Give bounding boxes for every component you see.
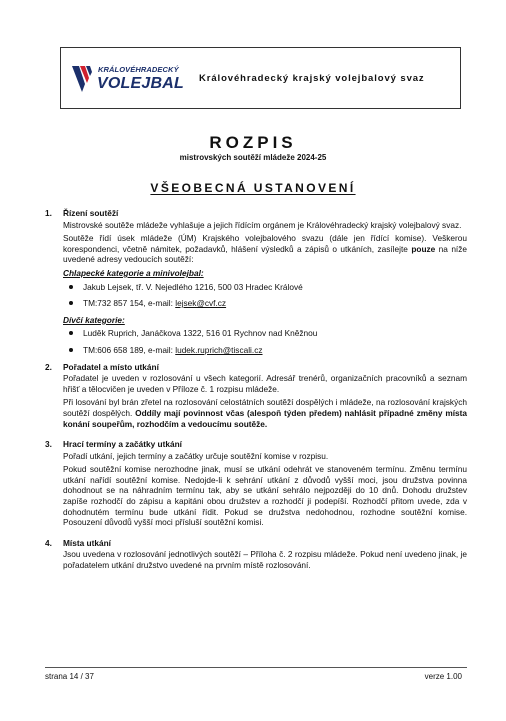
section-3-body [63,451,467,528]
section-4-heading [45,538,467,549]
emphasis-text: Oddíly mají povinnost včas (alespoň týden předem) nahlásit případné změny místa konání soupeřům, rozhodčím a vedoucímu soutěže. [63,407,467,429]
paragraph: Pokud soutěžní komise nerozhodne jinak, musí se utkání odehrát ve stanoveném termínu. Změnu termínu utkání nařídí soutěžní komise. Nedojde-li k sehrání utkání z důvodů vyšší moci, jsou družstva povinna dohodnout se na náhradním termínu tak, aby se utkání sehrálo nejpozději do 10 dnů. Dohodu družstev zapíše rozhodčí do zápisu a kapitáni obou družstev a rozhodčí ji podepíší. Rozhodčí přitom uvede, zda v dohodnutém termínu bude utkání řídit. Pokud se družstva nedohodnou, rozhodne soutěžní komise. Posouzení důvodů vyšší moci přísluší soutěžní komisi. [63,464,467,528]
footer-divider [45,667,467,668]
org-title: Královéhradecký krajský volejbalový svaz [199,73,425,84]
section-heading-text: VŠEOBECNÁ USTANOVENÍ [150,181,356,195]
text-run: Při losování byl brán zřetel na rozlosování celostátních soutěží dospělých i mládeže, na rozlosování krajských soutěží dospělých. [63,397,467,418]
boys-contact-list [63,282,467,309]
section-number: 3. [45,439,52,450]
header-box [60,47,461,109]
paragraph: Pořadí utkání, jejich termíny a začátky určuje soutěžní komise v rozpisu. [63,450,329,461]
section-number: 1. [45,208,52,218]
volleyball-logo-icon [68,62,98,96]
section-3 [45,439,467,528]
list-item [63,298,467,309]
logo [68,62,184,98]
section-title: Místa utkání [63,537,111,548]
text-run: TM:606 658 189, e-mail: [83,344,176,355]
subheading-girls: Dívčí kategorie: [63,314,125,325]
section-number: 2. [45,361,52,372]
section-1 [45,208,467,356]
section-2-body [63,373,467,429]
section-title: Řízení soutěží [63,208,119,218]
text-run: na níže uvedené adresy vedoucích soutěží: [63,243,467,265]
text-run: Soutěže řídí úsek mládeže (ÚM) Krajského volejbalového svazu (dále jen řídící komise). Veškerou korespondenci, včetně námitek, požadavků, hlášení výsledků a zápisů o utkáních, zasílejte [63,233,467,254]
girls-contact-list [63,328,467,355]
section-3-heading [45,439,467,450]
paragraph [63,233,467,265]
section-2 [45,362,467,430]
section-2-heading [45,362,467,373]
list-item: Jakub Lejsek, tř. V. Nejedlého 1216, 500 03 Hradec Králové [63,282,467,293]
section-title: Pořadatel a místo utkání [63,361,159,372]
document-version: verze 1.00 [424,672,462,681]
section-4-body [63,549,467,570]
emphasis-text: pouze [411,243,436,254]
section-number: 4. [45,537,52,548]
subheading-boys: Chlapecké kategorie a minivolejbal: [63,267,204,278]
section-heading [0,181,506,195]
email-link[interactable]: lejsek@cvf.cz [175,298,227,309]
paragraph [63,397,467,429]
list-item: Luděk Ruprich, Janáčkova 1322, 516 01 Rychnov nad Kněžnou [63,328,467,339]
section-4 [45,538,467,571]
page-number: strana 14 / 37 [45,672,94,681]
document-title: ROZPIS [209,133,297,152]
text-run: TM:732 857 154, e-mail: [83,298,176,309]
section-1-body [63,220,467,356]
document-body [45,208,467,574]
email-link[interactable]: ludek.ruprich@tiscali.cz [175,344,263,355]
logo-top-text: KRÁLOVÉHRADECKÝ [98,65,179,74]
section-title: Hrací termíny a začátky utkání [63,439,182,450]
paragraph: Pořadatel je uveden v rozlosování u všech kategorií. Adresář trenérů, organizačních pracovníků a seznam hřišť a tělocvičen je uveden v Příloze č. 1 rozpisu mládeže. [63,373,467,394]
paragraph: Mistrovské soutěže mládeže vyhlašuje a jejich řídícím orgánem je Královéhradecký krajský volejbalový svaz. [63,219,462,230]
document-subtitle: mistrovských soutěží mládeže 2024-25 [179,153,327,162]
section-1-heading [45,208,467,219]
list-item [63,345,467,356]
paragraph: Jsou uvedena v rozlosování jednotlivých soutěží – Příloha č. 2 rozpisu mládeže. Pokud není uvedeno jinak, je pořadatelem utkání družstvo uvedené na prvním místě rozlosování. [63,549,467,571]
logo-main-text: VOLEJBAL [97,75,184,92]
